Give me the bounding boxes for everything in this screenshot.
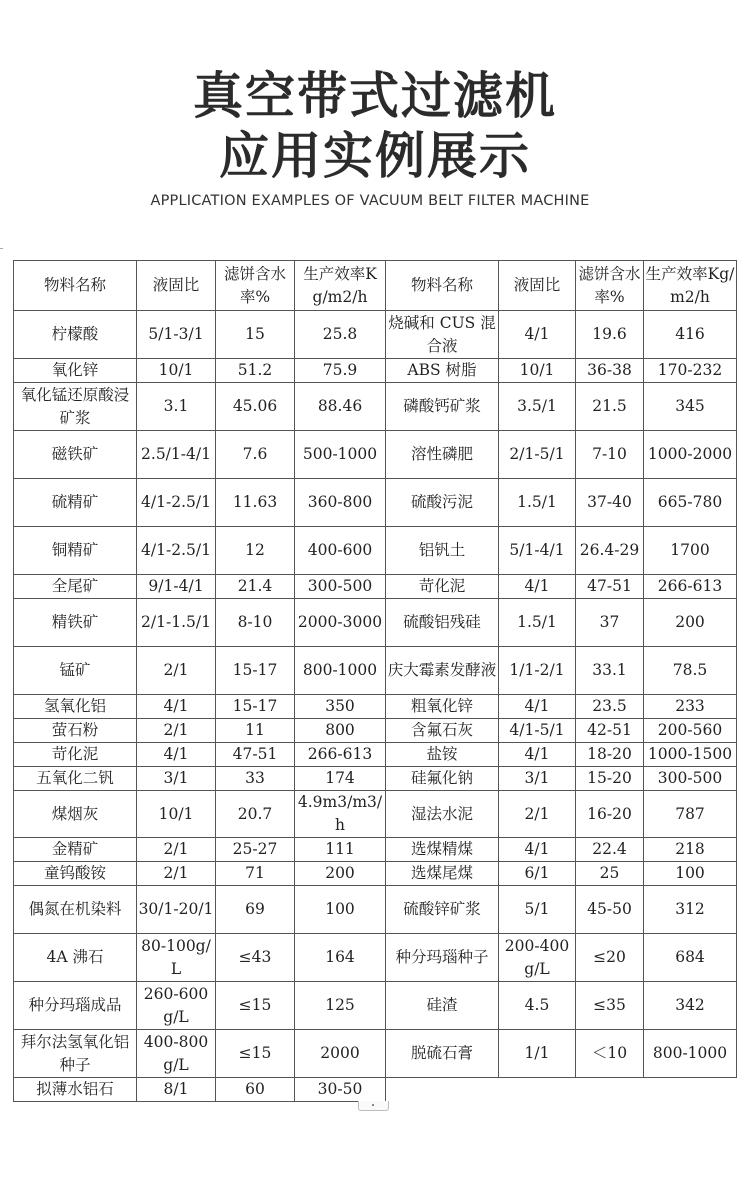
table-cell: 400-600 <box>295 527 386 575</box>
table-cell: 硫精矿 <box>14 479 137 527</box>
table-cell: 3/1 <box>499 767 576 791</box>
table-cell: 100 <box>644 862 737 886</box>
table-cell: 350 <box>295 695 386 719</box>
header-cell: 滤饼含水率% <box>576 261 644 311</box>
table-cell: 300-500 <box>295 575 386 599</box>
table-cell: 溶性磷肥 <box>386 431 499 479</box>
table-cell: 2/1-5/1 <box>499 431 576 479</box>
table-row <box>14 359 737 383</box>
application-examples-table <box>13 260 737 1102</box>
page-subtitle: APPLICATION EXAMPLES OF VACUUM BELT FILTER MACHINE <box>150 193 590 209</box>
table-cell: 1.5/1 <box>499 599 576 647</box>
table-cell: 200 <box>295 862 386 886</box>
table-cell: 种分玛瑙种子 <box>386 934 499 982</box>
table-cell: 铝钒土 <box>386 527 499 575</box>
table-cell: 7.6 <box>216 431 295 479</box>
table-cell: 342 <box>644 982 737 1030</box>
table-cell: 锰矿 <box>14 647 137 695</box>
table-cell: 100 <box>295 886 386 934</box>
table-cell: 1000-2000 <box>644 431 737 479</box>
table-cell: 1/1 <box>499 1030 576 1078</box>
table-row <box>14 886 737 934</box>
table-cell: 500-1000 <box>295 431 386 479</box>
table-cell: 庆大霉素发酵液 <box>386 647 499 695</box>
table-row <box>14 527 737 575</box>
table-cell: 选煤尾煤 <box>386 862 499 886</box>
table-cell: 盐铵 <box>386 743 499 767</box>
page-title-line2: 应用实例展示 <box>219 127 531 185</box>
table-row <box>14 383 737 431</box>
table-cell: 2/1 <box>137 838 216 862</box>
table-cell: 47-51 <box>576 575 644 599</box>
table-cell: 787 <box>644 791 737 838</box>
table-cell: 10/1 <box>137 791 216 838</box>
table-row <box>14 1030 737 1078</box>
table-cell: 71 <box>216 862 295 886</box>
table-row <box>14 767 737 791</box>
edge-mark <box>0 248 3 249</box>
table-cell: 164 <box>295 934 386 982</box>
table-cell: 51.2 <box>216 359 295 383</box>
table-cell: 266-613 <box>644 575 737 599</box>
table-cell: ABS 树脂 <box>386 359 499 383</box>
table-cell: 硫酸污泥 <box>386 479 499 527</box>
table-cell: 4/1 <box>137 695 216 719</box>
table-cell: 苛化泥 <box>386 575 499 599</box>
table-cell: 111 <box>295 838 386 862</box>
table-cell: 10/1 <box>137 359 216 383</box>
table-cell: 170-232 <box>644 359 737 383</box>
table-row <box>14 1078 737 1102</box>
table-cell: 800-1000 <box>295 647 386 695</box>
table-cell: 16-20 <box>576 791 644 838</box>
page-title-line1: 真空带式过滤机 <box>193 67 557 125</box>
table-cell: 金精矿 <box>14 838 137 862</box>
table-cell: 266-613 <box>295 743 386 767</box>
table-cell: 煤烟灰 <box>14 791 137 838</box>
table-row <box>14 695 737 719</box>
table-cell: 37 <box>576 599 644 647</box>
table-cell: 烧碱和 CUS 混合液 <box>386 311 499 359</box>
table-cell: 200-560 <box>644 719 737 743</box>
table-cell: 2000-3000 <box>295 599 386 647</box>
table-cell: ≤43 <box>216 934 295 982</box>
table-cell: ≤35 <box>576 982 644 1030</box>
table-cell: 260-600g/L <box>137 982 216 1030</box>
table-cell: 4A 沸石 <box>14 934 137 982</box>
table-cell: 5/1-3/1 <box>137 311 216 359</box>
table-cell: 3.1 <box>137 383 216 431</box>
header-cell: 物料名称 <box>14 261 137 311</box>
table-cell: 硅氟化钠 <box>386 767 499 791</box>
table-cell: 33 <box>216 767 295 791</box>
table-cell: 磁铁矿 <box>14 431 137 479</box>
table-cell: 2.5/1-4/1 <box>137 431 216 479</box>
table-cell: 铜精矿 <box>14 527 137 575</box>
table-cell: 25-27 <box>216 838 295 862</box>
table-cell: 种分玛瑙成品 <box>14 982 137 1030</box>
header-cell: 滤饼含水率% <box>216 261 295 311</box>
table-cell: 200-400g/L <box>499 934 576 982</box>
table-cell: 粗氧化锌 <box>386 695 499 719</box>
table-cell: 2/1 <box>499 791 576 838</box>
table-cell: 4/1-2.5/1 <box>137 527 216 575</box>
table-cell: 47-51 <box>216 743 295 767</box>
table-cell: 665-780 <box>644 479 737 527</box>
table-cell: 78.5 <box>644 647 737 695</box>
table-cell: 218 <box>644 838 737 862</box>
table-row <box>14 982 737 1030</box>
table-row <box>14 575 737 599</box>
table-row <box>14 599 737 647</box>
table-cell: 1000-1500 <box>644 743 737 767</box>
table-cell: 42-51 <box>576 719 644 743</box>
table-cell: 23.5 <box>576 695 644 719</box>
table-cell: 4/1 <box>137 743 216 767</box>
table-cell: 10/1 <box>499 359 576 383</box>
header-cell: 液固比 <box>137 261 216 311</box>
table-row <box>14 743 737 767</box>
table-cell: 4/1 <box>499 838 576 862</box>
table-row <box>14 934 737 982</box>
table-cell: 30-50 <box>295 1078 386 1102</box>
table-cell: 氢氧化铝 <box>14 695 137 719</box>
table-cell: 360-800 <box>295 479 386 527</box>
table-cell: 7-10 <box>576 431 644 479</box>
table-cell: 2/1 <box>137 719 216 743</box>
table-cell: 25 <box>576 862 644 886</box>
table-cell: 磷酸钙矿浆 <box>386 383 499 431</box>
table-cell: 8-10 <box>216 599 295 647</box>
table-cell: 416 <box>644 311 737 359</box>
table-cell: 五氧化二钒 <box>14 767 137 791</box>
table-row <box>14 431 737 479</box>
table-cell: 75.9 <box>295 359 386 383</box>
table-cell: 4/1 <box>499 311 576 359</box>
table-cell: 69 <box>216 886 295 934</box>
table-row <box>14 838 737 862</box>
table-cell: 300-500 <box>644 767 737 791</box>
table-cell: 11 <box>216 719 295 743</box>
table-row <box>14 862 737 886</box>
table-row <box>14 791 737 838</box>
table-cell: 6/1 <box>499 862 576 886</box>
table-cell: 2000 <box>295 1030 386 1078</box>
table-cell: 4/1-2.5/1 <box>137 479 216 527</box>
table-cell: 选煤精煤 <box>386 838 499 862</box>
table-cell: 1700 <box>644 527 737 575</box>
table-cell: 精铁矿 <box>14 599 137 647</box>
table-cell: 3.5/1 <box>499 383 576 431</box>
table-cell: ＜10 <box>576 1030 644 1078</box>
header-cell: 生产效率Kg/m2/h <box>644 261 737 311</box>
table-cell: 硫酸铝残硅 <box>386 599 499 647</box>
table-cell: 含氟石灰 <box>386 719 499 743</box>
table-cell: 9/1-4/1 <box>137 575 216 599</box>
table-cell: 20.7 <box>216 791 295 838</box>
table-cell: 15-17 <box>216 695 295 719</box>
table-cell: 4.9m3/m3/h <box>295 791 386 838</box>
table-cell: ≤15 <box>216 982 295 1030</box>
table-row <box>14 311 737 359</box>
table-cell: 偶氮在机染料 <box>14 886 137 934</box>
table-cell: 25.8 <box>295 311 386 359</box>
table-cell: 37-40 <box>576 479 644 527</box>
table-cell: 45-50 <box>576 886 644 934</box>
table-cell: 氧化锌 <box>14 359 137 383</box>
table-cell: 5/1-4/1 <box>499 527 576 575</box>
table-cell: 童钨酸铵 <box>14 862 137 886</box>
table-cell: 拟薄水铝石 <box>14 1078 137 1102</box>
table-row <box>14 647 737 695</box>
table-cell: 18-20 <box>576 743 644 767</box>
table-cell: 15-20 <box>576 767 644 791</box>
table-cell: 2/1 <box>137 647 216 695</box>
table-cell: 345 <box>644 383 737 431</box>
table-header-row <box>14 261 737 311</box>
table-cell: 80-100g/L <box>137 934 216 982</box>
table-cell: 4/1 <box>499 743 576 767</box>
table-cell: 45.06 <box>216 383 295 431</box>
table-cell: 硫酸锌矿浆 <box>386 886 499 934</box>
table-cell: 5/1 <box>499 886 576 934</box>
table-cell: 233 <box>644 695 737 719</box>
table-cell: 湿法水泥 <box>386 791 499 838</box>
header-cell: 物料名称 <box>386 261 499 311</box>
table-cell: 2/1-1.5/1 <box>137 599 216 647</box>
table-cell: 4/1 <box>499 695 576 719</box>
table-cell: 22.4 <box>576 838 644 862</box>
table-cell: 4/1 <box>499 575 576 599</box>
table-cell: 19.6 <box>576 311 644 359</box>
table-cell: 苛化泥 <box>14 743 137 767</box>
table-cell: 33.1 <box>576 647 644 695</box>
table-cell: 萤石粉 <box>14 719 137 743</box>
table-cell: 12 <box>216 527 295 575</box>
empty-cell <box>386 1078 737 1102</box>
table-cell: 125 <box>295 982 386 1030</box>
table-cell: 174 <box>295 767 386 791</box>
table-cell: 全尾矿 <box>14 575 137 599</box>
table-cell: 88.46 <box>295 383 386 431</box>
table-cell: 1.5/1 <box>499 479 576 527</box>
table-cell: 400-800g/L <box>137 1030 216 1078</box>
scroll-handle[interactable] <box>358 1101 389 1111</box>
table-cell: 15 <box>216 311 295 359</box>
table-cell: 2/1 <box>137 862 216 886</box>
table-cell: 1/1-2/1 <box>499 647 576 695</box>
table-cell: 柠檬酸 <box>14 311 137 359</box>
table-cell: 8/1 <box>137 1078 216 1102</box>
table-row <box>14 719 737 743</box>
table-cell: 硅渣 <box>386 982 499 1030</box>
table-cell: 脱硫石膏 <box>386 1030 499 1078</box>
table-cell: 200 <box>644 599 737 647</box>
table-cell: ≤15 <box>216 1030 295 1078</box>
table-cell: 4.5 <box>499 982 576 1030</box>
table-cell: 30/1-20/1 <box>137 886 216 934</box>
table-cell: ≤20 <box>576 934 644 982</box>
table-cell: 11.63 <box>216 479 295 527</box>
table-cell: 800-1000 <box>644 1030 737 1078</box>
table-cell: 684 <box>644 934 737 982</box>
table-cell: 800 <box>295 719 386 743</box>
table-cell: 15-17 <box>216 647 295 695</box>
table-cell: 氧化锰还原酸浸矿浆 <box>14 383 137 431</box>
table-cell: 21.5 <box>576 383 644 431</box>
table-cell: 26.4-29 <box>576 527 644 575</box>
table-cell: 拜尔法氢氧化铝种子 <box>14 1030 137 1078</box>
table-cell: 4/1-5/1 <box>499 719 576 743</box>
header-cell: 液固比 <box>499 261 576 311</box>
table-row <box>14 479 737 527</box>
table-cell: 3/1 <box>137 767 216 791</box>
table-cell: 60 <box>216 1078 295 1102</box>
table-cell: 36-38 <box>576 359 644 383</box>
header-cell: 生产效率Kg/m2/h <box>295 261 386 311</box>
table-cell: 21.4 <box>216 575 295 599</box>
table-cell: 312 <box>644 886 737 934</box>
